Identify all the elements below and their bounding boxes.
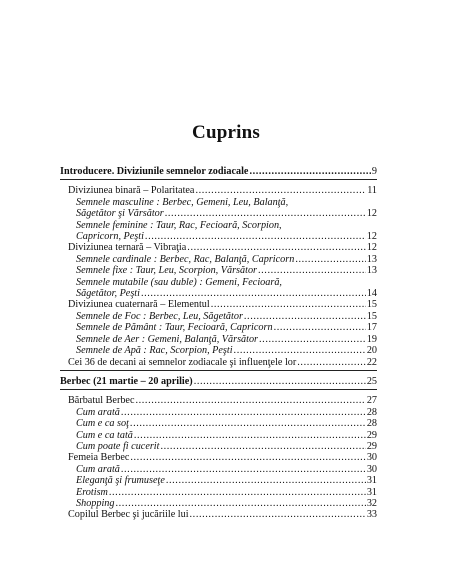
leader-dots — [145, 231, 366, 242]
toc-entry-page: 9 — [371, 166, 377, 177]
toc-entry-barbatul-berbec[interactable] — [60, 395, 377, 406]
leader-dots — [295, 254, 365, 265]
section-divider — [60, 179, 377, 180]
toc-entry-label: Diviziunea cuaternară – Elementul — [68, 299, 210, 311]
toc-entry-semnele-de-foc[interactable] — [60, 311, 377, 322]
toc-entry-label: Bărbatul Berbec — [68, 395, 135, 407]
leader-dots — [258, 265, 366, 276]
toc-entry-page: 29 — [366, 440, 377, 452]
toc-entry-page: 31 — [366, 475, 377, 487]
leader-dots — [130, 452, 365, 463]
toc-entry-semnele-de-apa[interactable] — [60, 345, 377, 356]
toc-entry-page: 30 — [366, 452, 377, 464]
toc-entry-page: 14 — [366, 288, 377, 300]
toc-entry-page: 17 — [366, 322, 377, 334]
toc-entry-page: 29 — [366, 429, 377, 441]
table-of-contents — [60, 166, 377, 521]
leader-dots — [116, 498, 366, 509]
leader-dots — [165, 208, 366, 219]
toc-entry-cum-poate-fi-cucerit[interactable] — [60, 441, 377, 452]
toc-entry-page: 20 — [366, 345, 377, 357]
toc-entry-semnele-de-aer[interactable] — [60, 334, 377, 345]
leader-dots — [190, 509, 366, 520]
toc-entry-page: 28 — [366, 418, 377, 430]
toc-entry-page: 31 — [366, 486, 377, 498]
leader-dots — [234, 345, 366, 356]
toc-entry-label: Semnele masculine : Berbec, Gemeni, Leu, Balanţă, — [76, 196, 289, 208]
toc-entry-diviziunea-binara[interactable] — [60, 185, 377, 196]
leader-dots — [130, 418, 366, 429]
leader-dots — [121, 464, 366, 475]
toc-entry-label: Eleganţă şi frumuseţe — [76, 475, 165, 487]
toc-entry-cum-arata-2[interactable] — [60, 464, 377, 475]
toc-entry-diviziunea-ternara[interactable] — [60, 242, 377, 253]
leader-dots — [244, 311, 366, 322]
toc-entry-semnele-feminine-cont[interactable] — [60, 231, 377, 242]
leader-dots — [166, 475, 366, 486]
toc-entry-label: Semnele de Foc : Berbec, Leu, Săgetător — [76, 310, 243, 322]
leader-dots — [160, 441, 365, 452]
toc-entry-diviziunea-cuaternara[interactable] — [60, 299, 377, 310]
toc-entry-eleganta-si-frumusete[interactable] — [60, 475, 377, 486]
leader-dots — [135, 395, 365, 406]
toc-entry-label: Cum arată — [76, 406, 120, 418]
toc-entry-page: 11 — [367, 185, 377, 197]
toc-entry-cei-36-de-decani[interactable] — [60, 357, 377, 368]
toc-entry-page: 13 — [366, 253, 377, 265]
leader-dots — [274, 322, 366, 333]
toc-entry-page: 19 — [366, 333, 377, 345]
toc-entry-label-cont: Săgetător, Peşti — [76, 288, 140, 300]
leader-dots — [249, 166, 370, 177]
toc-entry-label: Diviziunea binară – Polaritatea — [68, 185, 195, 197]
toc-entry-label: Copilul Berbec şi jucăriile lui — [68, 509, 189, 521]
toc-entry-cum-e-ca-sot[interactable] — [60, 418, 377, 429]
toc-entry-label: Cum e ca soţ — [76, 418, 129, 430]
toc-entry-berbec[interactable] — [60, 376, 377, 387]
toc-entry-semnele-fixe[interactable] — [60, 265, 377, 276]
toc-entry-page: 22 — [366, 356, 377, 368]
toc-entry-page: 12 — [366, 242, 377, 254]
toc-entry-femeia-berbec[interactable] — [60, 452, 377, 463]
toc-entry-cum-e-ca-tata[interactable] — [60, 430, 377, 441]
toc-entry-label: Cum poate fi cucerit — [76, 440, 160, 452]
toc-entry-semnele-mutabile-cont[interactable] — [60, 288, 377, 299]
toc-entry-semnele-mutabile[interactable] — [60, 277, 377, 288]
leader-dots — [259, 334, 366, 345]
toc-entry-semnele-masculine[interactable] — [60, 197, 377, 208]
toc-entry-label: Shopping — [76, 497, 115, 509]
toc-entry-page: 33 — [366, 509, 377, 521]
page-title: Cuprins — [192, 122, 260, 143]
toc-entry-semnele-feminine[interactable] — [60, 220, 377, 231]
toc-entry-page: 25 — [366, 375, 377, 387]
leader-dots — [187, 242, 366, 253]
toc-entry-erotism[interactable] — [60, 487, 377, 498]
toc-entry-label: Semnele feminine : Taur, Rac, Fecioară, Scorpion, — [76, 219, 282, 231]
toc-entry-semnele-cardinale[interactable] — [60, 254, 377, 265]
toc-entry-page: 30 — [366, 463, 377, 475]
toc-entry-label: Erotism — [76, 486, 108, 498]
toc-entry-page: 32 — [366, 497, 377, 509]
toc-entry-label: Semnele fixe : Taur, Leu, Scorpion, Vărsător — [76, 265, 258, 277]
toc-entry-label: Cum e ca tată — [76, 429, 133, 441]
toc-entry-label: Berbec (21 martie – 20 aprilie) — [60, 375, 193, 387]
toc-entry-shopping[interactable] — [60, 498, 377, 509]
toc-entry-page: 15 — [366, 299, 377, 311]
toc-entry-label: Semnele cardinale : Berbec, Rac, Balanţă, Capricorn — [76, 253, 295, 265]
toc-entry-page: 15 — [366, 310, 377, 322]
toc-entry-page: 12 — [366, 231, 377, 243]
toc-entry-label: Semnele de Aer : Gemeni, Balanţă, Vărsător — [76, 333, 259, 345]
leader-dots — [297, 357, 366, 368]
toc-entry-page: 27 — [366, 395, 377, 407]
toc-entry-label: Semnele mutabile (sau duble) : Gemeni, Fecioară, — [76, 276, 282, 288]
toc-entry-cum-arata-1[interactable] — [60, 407, 377, 418]
leader-dots — [121, 407, 366, 418]
section-divider — [60, 370, 377, 371]
toc-entry-label: Cei 36 de decani ai semnelor zodiacale şi influenţele lor — [68, 356, 297, 368]
leader-dots — [109, 487, 366, 498]
toc-entry-semnele-masculine-cont[interactable] — [60, 208, 377, 219]
leader-dots — [134, 430, 366, 441]
toc-entry-page: 12 — [366, 208, 377, 220]
toc-entry-page: 13 — [366, 265, 377, 277]
leader-dots — [195, 185, 366, 196]
toc-entry-semnele-de-pamant[interactable] — [60, 322, 377, 333]
leader-dots — [211, 299, 366, 310]
toc-entry-label-cont: Săgetător şi Vărsător — [76, 208, 164, 220]
toc-entry-label: Cum arată — [76, 463, 120, 475]
toc-entry-label: Introducere. Diviziunile semnelor zodiacale — [60, 166, 249, 177]
leader-dots — [141, 288, 366, 299]
toc-entry-introducere[interactable] — [60, 166, 377, 177]
toc-entry-label: Diviziunea ternară – Vibraţia — [68, 242, 187, 254]
leader-dots — [194, 376, 366, 387]
toc-entry-label: Semnele de Pământ : Taur, Fecioară, Capricorn — [76, 322, 273, 334]
toc-entry-label-cont: Capricorn, Peşti — [76, 231, 144, 243]
toc-entry-label: Femeia Berbec — [68, 452, 130, 464]
toc-entry-label: Semnele de Apă : Rac, Scorpion, Peşti — [76, 345, 233, 357]
section-divider — [60, 389, 377, 390]
toc-entry-page: 28 — [366, 406, 377, 418]
toc-entry-copilul-berbec[interactable] — [60, 509, 377, 520]
